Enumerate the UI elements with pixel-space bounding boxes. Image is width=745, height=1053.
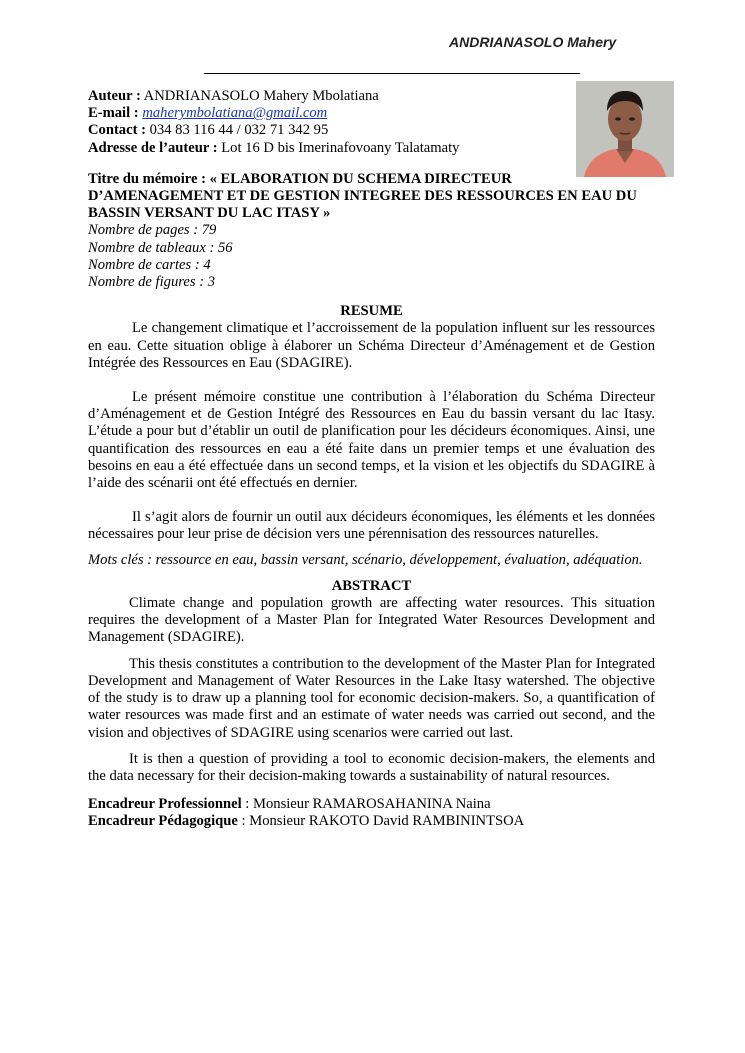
email-link[interactable]: maherymbolatiana@gmail.com <box>142 105 328 122</box>
resume-heading: RESUME <box>340 303 403 320</box>
address-label: Adresse de l’auteur : <box>88 139 218 156</box>
supervisor-pedagogical-value: : Monsieur RAKOTO David RAMBININTSOA <box>237 813 525 830</box>
memoire-title-line-2: D’AMENAGEMENT ET DE GESTION INTEGREE DES RESSOURCES EN EAU DU <box>88 188 637 205</box>
header-author-name: ANDRIANASOLO Mahery <box>449 34 617 50</box>
abstract-paragraph-2: This thesis constitutes a contribution to the development of the Master Plan for Integrated Development and Management of Water Resources in the Lake Itasy watershed. The objective of the study is to draw up a planning tool for economic decision-makers. So, a quantification of water resources was made first and an estimate of water needs was carried out second, and the vision and objectives of SDAGIRE using scenarios were carried out last. <box>88 655 655 741</box>
abstract-paragraph-1: Climate change and population growth are affecting water resources. This situation requires the development of a Master Plan for Integrated Water Resources Development and Management (SDAGIRE). <box>88 595 655 646</box>
stat-figures: Nombre de figures : 3 <box>88 274 216 291</box>
stat-pages: Nombre de pages : 79 <box>88 222 217 239</box>
abstract-paragraph-3: It is then a question of providing a tool to economic decision-makers, the elements and the data necessary for their decision-making towards a sustainability of natural resources. <box>88 750 655 784</box>
memoire-title-line-1: Titre du mémoire : « ELABORATION DU SCHEMA DIRECTEUR <box>88 170 512 187</box>
resume-paragraph-3: Il s’agit alors de fournir un outil aux décideurs économiques, les éléments et les données nécessaires pour leur prise de décision vers une pérennisation des ressources naturelles. <box>88 509 655 543</box>
contact-label: Contact : <box>88 122 146 139</box>
contact-value: 034 83 116 44 / 032 71 342 95 <box>145 122 329 139</box>
address-value: Lot 16 D bis Imerinafovoany Talatamaty <box>217 139 460 156</box>
email-label: E-mail : <box>88 105 139 122</box>
author-line <box>88 88 655 105</box>
contact-line <box>88 122 655 139</box>
supervisor-professional-value: : Monsieur RAMAROSAHANINA Naina <box>241 796 491 813</box>
author-value: ANDRIANASOLO Mahery Mbolatiana <box>140 88 379 104</box>
supervisor-pedagogical-label: Encadreur Pédagogique <box>88 813 238 830</box>
address-line <box>88 140 655 157</box>
stat-tables: Nombre de tableaux : 56 <box>88 239 233 256</box>
stat-maps: Nombre de cartes : 4 <box>88 256 211 273</box>
email-line <box>88 105 655 122</box>
resume-paragraph-2: Le présent mémoire constitue une contribution à l’élaboration du Schéma Directeur d’Aménagement et de Gestion Intégré des Ressources en Eau du bassin versant du lac Itasy. L’étude a pour but d’établir un outil de planification pour les décideurs économiques. Ainsi, une quantification des ressources en eau a été faite dans un premier temps et une évaluation des besoins en eau a été effectuée dans un second temps, et la vision et les objectifs du SDAGIRE à l’aide des scénarii ont été effectués en dernier. <box>88 389 655 492</box>
resume-keywords: Mots clés : ressource en eau, bassin versant, scénario, développement, évaluation, adéquation. <box>88 551 643 568</box>
memoire-title-line-3: BASSIN VERSANT DU LAC ITASY » <box>88 205 331 222</box>
author-label: Auteur : <box>88 88 141 104</box>
resume-paragraph-1: Le changement climatique et l’accroissement de la population influent sur les ressources en eau. Cette situation oblige à élaborer un Schéma Directeur d’Aménagement et de Gestion Intégrée des Ressources en Eau (SDAGIRE). <box>88 320 655 371</box>
supervisor-pedagogical-line <box>88 813 655 830</box>
document-body <box>88 88 655 831</box>
supervisor-professional-label: Encadreur Professionnel <box>88 796 242 813</box>
supervisor-professional-line <box>88 796 655 813</box>
header-divider <box>204 73 580 74</box>
abstract-heading: ABSTRACT <box>331 577 412 594</box>
